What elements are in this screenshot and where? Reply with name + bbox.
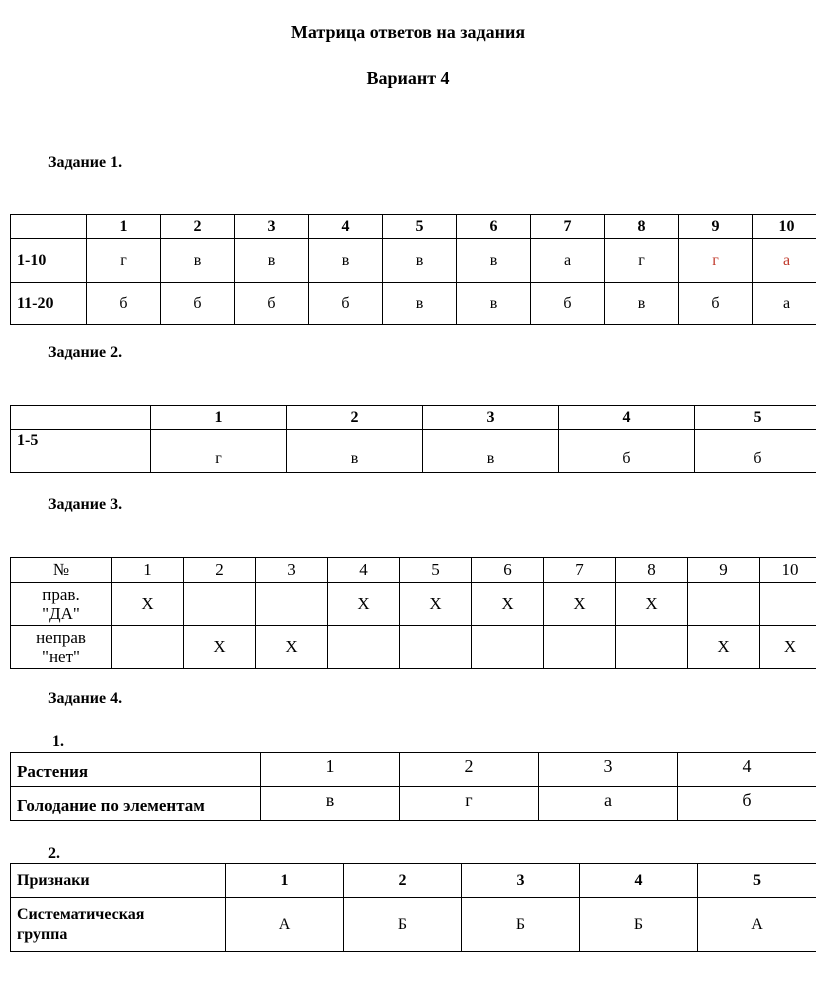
task3-cell: [616, 626, 688, 669]
task1-cell: г: [87, 239, 161, 283]
task1-cell: б: [531, 283, 605, 325]
task1-header-cell: 3: [235, 215, 309, 239]
task4-part1-cell: 4: [678, 753, 816, 787]
task1-header-cell: 2: [161, 215, 235, 239]
task1-header-cell: 9: [679, 215, 753, 239]
task4-part2-cell: А: [226, 898, 344, 952]
task4-part1-row: [11, 787, 816, 821]
task3-row-label-line: прав.: [42, 585, 80, 604]
task1-header-cell: 6: [457, 215, 531, 239]
task2-header-cell: 3: [423, 406, 559, 430]
task1-cell: в: [383, 283, 457, 325]
task4-part2-cell: Б: [462, 898, 580, 952]
task4-part1-cell: б: [678, 787, 816, 821]
task2-cell: г: [151, 430, 287, 473]
task3-header-cell: №: [11, 558, 112, 583]
task1-cell: б: [87, 283, 161, 325]
page-title: Матрица ответов на задания: [290, 22, 526, 42]
task4-part2-row-label-line: Систематическая: [17, 905, 145, 923]
task2-cell: б: [695, 430, 816, 473]
task1-cell: б: [679, 283, 753, 325]
task1-cell: в: [161, 239, 235, 283]
task4-part2-row-label: [11, 898, 226, 952]
task1-header-cell: 4: [309, 215, 383, 239]
task4-part2-cell: Б: [344, 898, 462, 952]
task3-cell: Х: [688, 626, 760, 669]
task1-row: [11, 283, 816, 325]
task4-part2-cell: Б: [580, 898, 698, 952]
task3-cell: Х: [400, 583, 472, 626]
task2-header-cell: 2: [287, 406, 423, 430]
task4-part1-cell: а: [539, 787, 678, 821]
task2-row: [11, 430, 816, 473]
task4-part2-label: 2.: [48, 845, 60, 862]
task1-cell: б: [161, 283, 235, 325]
task1-cell: г: [605, 239, 679, 283]
task1-cell-highlighted: а: [753, 239, 816, 283]
task3-cell: Х: [616, 583, 688, 626]
task4-heading: Задание 4.: [48, 690, 123, 707]
task4-part2-cell: 2: [344, 864, 462, 898]
task1-row-label: 1-10: [11, 239, 87, 283]
task4-part1-row-label: Голодание по элементам: [11, 787, 261, 821]
task3-header-cell: 6: [472, 558, 544, 583]
task4-part2-cell: 4: [580, 864, 698, 898]
task3-cell: [760, 583, 816, 626]
task3-header-row: [11, 558, 816, 583]
task3-row-label-line: "ДА": [42, 604, 80, 623]
task4-part2-cell: 5: [698, 864, 816, 898]
task4-part1-row-label: Растения: [11, 753, 261, 787]
task2-header-cell: 1: [151, 406, 287, 430]
task4-part1-label: 1.: [52, 733, 64, 750]
task3-cell: Х: [184, 626, 256, 669]
task1-cell: а: [753, 283, 816, 325]
task1-table: [10, 214, 816, 325]
task3-header-cell: 3: [256, 558, 328, 583]
task3-header-cell: 1: [112, 558, 184, 583]
task4-part1-row: [11, 753, 816, 787]
task3-row-label: [11, 583, 112, 626]
task1-header-cell: 7: [531, 215, 605, 239]
task3-header-cell: 4: [328, 558, 400, 583]
task1-cell: б: [309, 283, 383, 325]
task3-row-label-line: неправ: [36, 628, 86, 647]
task4-part2-row: [11, 898, 816, 952]
task4-part1-cell: 1: [261, 753, 400, 787]
task4-part1-cell: в: [261, 787, 400, 821]
task4-part2-row: [11, 864, 816, 898]
task1-header-row: [11, 215, 816, 239]
task1-cell: а: [531, 239, 605, 283]
task1-cell: б: [235, 283, 309, 325]
task4-part2-row-label-line: группа: [17, 925, 68, 943]
task2-heading: Задание 2.: [48, 344, 123, 361]
task3-cell: Х: [760, 626, 816, 669]
task3-cell: [184, 583, 256, 626]
task4-part2-cell: 1: [226, 864, 344, 898]
task3-header-cell: 7: [544, 558, 616, 583]
task4-part1-cell: г: [400, 787, 539, 821]
task3-table: [10, 557, 816, 669]
task1-header-cell: 5: [383, 215, 457, 239]
task3-cell: Х: [256, 626, 328, 669]
task2-cell: в: [423, 430, 559, 473]
task3-row: [11, 626, 816, 669]
variant-title: Вариант 4: [366, 68, 450, 88]
task3-row-label: [11, 626, 112, 669]
task4-part2-table: [10, 863, 816, 952]
task1-cell: в: [605, 283, 679, 325]
task2-cell: б: [559, 430, 695, 473]
task3-row: [11, 583, 816, 626]
task3-cell: Х: [328, 583, 400, 626]
task3-header-cell: 10: [760, 558, 816, 583]
task4-part1-table: [10, 752, 816, 821]
task4-part2-cell: А: [698, 898, 816, 952]
task1-header-cell: 8: [605, 215, 679, 239]
task1-header-cell: 10: [753, 215, 816, 239]
task1-row: [11, 239, 816, 283]
task1-cell-highlighted: г: [679, 239, 753, 283]
task4-part1-cell: 2: [400, 753, 539, 787]
task1-header-cell: 1: [87, 215, 161, 239]
task1-cell: в: [309, 239, 383, 283]
task2-header-cell: 5: [695, 406, 816, 430]
task1-header-cell: [11, 215, 87, 239]
task3-cell: Х: [472, 583, 544, 626]
task2-header-row: [11, 406, 816, 430]
task4-part1-cell: 3: [539, 753, 678, 787]
task2-header-cell: 4: [559, 406, 695, 430]
task1-cell: в: [383, 239, 457, 283]
task3-cell: [688, 583, 760, 626]
task2-table: [10, 405, 816, 473]
task2-header-cell: [11, 406, 151, 430]
task1-heading: Задание 1.: [48, 154, 123, 171]
task1-cell: в: [235, 239, 309, 283]
task3-cell: [328, 626, 400, 669]
task2-row-label: 1-5: [11, 430, 151, 473]
task1-cell: в: [457, 239, 531, 283]
task3-header-cell: 2: [184, 558, 256, 583]
task3-heading: Задание 3.: [48, 496, 123, 513]
task3-cell: [400, 626, 472, 669]
task3-header-cell: 5: [400, 558, 472, 583]
task3-cell: Х: [112, 583, 184, 626]
task3-header-cell: 8: [616, 558, 688, 583]
task3-cell: [472, 626, 544, 669]
task3-cell: [256, 583, 328, 626]
task3-cell: [544, 626, 616, 669]
task4-part2-row-label: Признаки: [11, 864, 226, 898]
task2-cell: в: [287, 430, 423, 473]
task1-cell: в: [457, 283, 531, 325]
task3-header-cell: 9: [688, 558, 760, 583]
task3-cell: Х: [544, 583, 616, 626]
task3-row-label-line: "нет": [42, 647, 80, 666]
task4-part2-cell: 3: [462, 864, 580, 898]
task1-row-label: 11-20: [11, 283, 87, 325]
task3-cell: [112, 626, 184, 669]
